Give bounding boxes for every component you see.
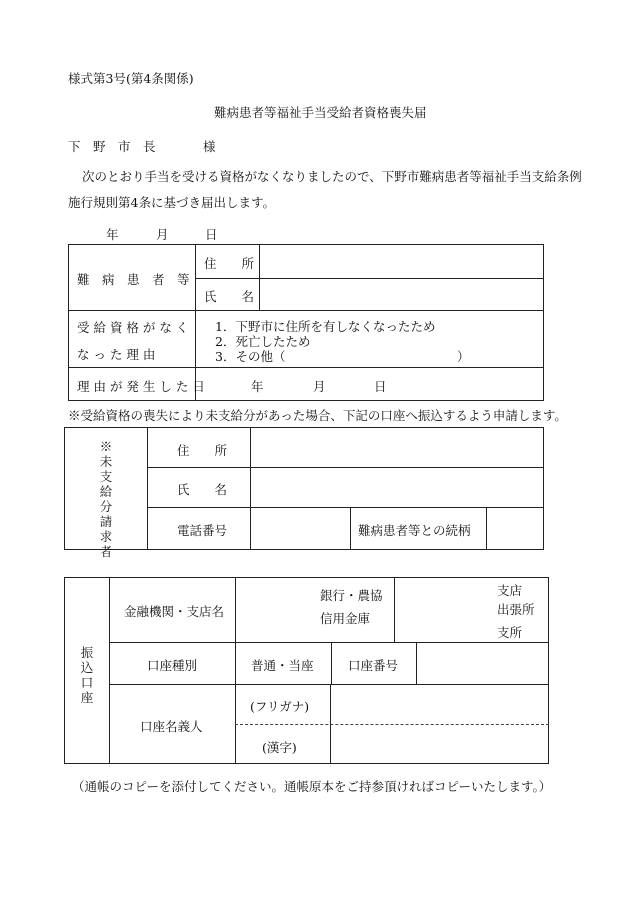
footer-note: （通帳のコピーを添付してください。通帳原本をご持参頂ければコピーいたします。） — [72, 779, 552, 794]
claimant-phone-label: 電話番号 — [177, 523, 228, 538]
occurred-year-label: 年 — [251, 379, 264, 394]
addressee-suffix: 様 — [203, 139, 216, 154]
patient-address-input[interactable] — [261, 247, 542, 276]
body-line-2: 施行規則第4条に基づき届出します。 — [68, 195, 275, 210]
submit-year-label: 年 — [106, 227, 119, 242]
claimant-name-label: 氏 名 — [177, 482, 228, 497]
reason-label-line1: 受 給 資 格 が な く — [77, 320, 189, 335]
claimant-address-label: 住 所 — [177, 443, 228, 458]
reason-option-2[interactable]: 2．死亡したため — [215, 334, 311, 349]
submit-year-input[interactable] — [70, 222, 102, 240]
claimant-table — [64, 427, 544, 559]
submit-month-label: 月 — [156, 227, 169, 242]
claimant-relation-input[interactable] — [488, 510, 543, 547]
claimant-relation-label: 難病患者等との続柄 — [358, 523, 471, 538]
branch-type-2[interactable]: 出張所 — [497, 602, 535, 617]
claimant-label: ※未支給分請求者 — [99, 439, 113, 559]
occurred-day-label: 日 — [374, 379, 387, 394]
account-type-label: 口座種別 — [147, 658, 198, 673]
reason-option-3[interactable]: 3．その他（ — [215, 349, 286, 364]
submit-day-label: 日 — [205, 227, 218, 242]
branch-type-3[interactable]: 支所 — [497, 625, 523, 640]
account-holder-kanji-input[interactable] — [332, 726, 548, 762]
submit-month-input[interactable] — [122, 222, 152, 240]
addressee-name: 下 野 市 長 — [68, 139, 156, 154]
reason-option-1[interactable]: 1．下野市に住所を有しなくなったため — [215, 319, 436, 334]
occurred-date-label: 理 由 が 発 生 し た 日 — [77, 379, 205, 394]
claimant-phone-input[interactable] — [252, 510, 348, 547]
account-type-value[interactable]: 普通・当座 — [251, 658, 314, 673]
bank-type-2[interactable]: 信用金庫 — [320, 611, 371, 626]
occurred-month-label: 月 — [313, 379, 326, 394]
account-holder-label: 口座名義人 — [140, 719, 203, 734]
account-holder-furigana-input[interactable] — [332, 686, 548, 722]
patient-name-label: 氏 名 — [204, 289, 255, 304]
form-title: 難病患者等福祉手当受給者資格喪失届 — [214, 105, 427, 120]
submit-day-input[interactable] — [172, 222, 202, 240]
branch-type-1[interactable]: 支店 — [497, 583, 523, 598]
patient-name-input[interactable] — [261, 280, 542, 308]
claimant-address-input[interactable] — [252, 430, 543, 465]
form-number: 様式第3号(第4条関係) — [68, 71, 194, 86]
bank-type-1[interactable]: 銀行・農協 — [320, 588, 383, 603]
patient-address-label: 住 所 — [204, 256, 255, 271]
bank-name-input[interactable] — [237, 580, 317, 640]
body-line-1: 次のとおり手当を受ける資格がなくなりましたので、下野市難病患者等福祉手当支給条例 — [82, 169, 582, 184]
bank-name-label: 金融機関・支店名 — [124, 604, 225, 619]
reason-other-close: ） — [457, 349, 470, 364]
transfer-account-label: 振込口座 — [80, 645, 94, 705]
branch-name-input[interactable] — [396, 580, 492, 640]
transfer-account-table — [64, 577, 549, 764]
unpaid-note: ※受給資格の喪失により未支給分があった場合、下記の口座へ振込するよう申請します。 — [68, 408, 567, 423]
kanji-label: (漢字) — [262, 740, 297, 755]
reason-other-input[interactable] — [291, 345, 457, 362]
furigana-label: (フリガナ) — [250, 699, 310, 714]
account-number-input[interactable] — [418, 644, 548, 682]
reason-label-line2: な っ た 理 由 — [77, 347, 156, 362]
patient-table — [68, 244, 544, 401]
patient-label: 難 病 患 者 等 — [77, 272, 190, 287]
claimant-name-input[interactable] — [252, 470, 543, 505]
account-number-label: 口座番号 — [348, 658, 399, 673]
